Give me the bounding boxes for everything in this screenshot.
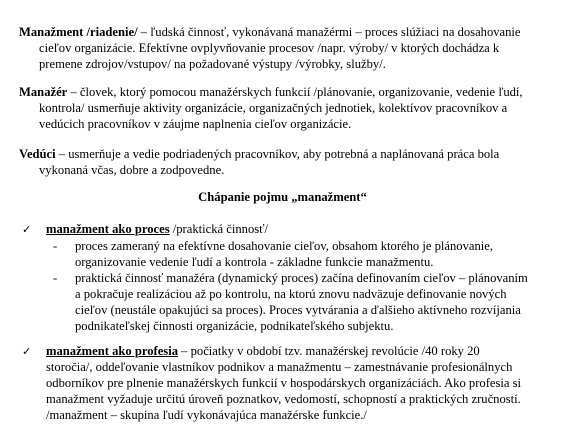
checkmark-icon: ✓ — [22, 345, 32, 358]
dash-bullet: - — [53, 239, 58, 253]
checkmark-icon: ✓ — [22, 223, 32, 236]
definition-leader — [19, 146, 549, 178]
item-process-title: manažment ako proces /praktická činnosť/ — [46, 222, 269, 236]
dash-bullet: - — [53, 271, 58, 285]
term-process: manažment ako proces — [46, 222, 170, 236]
definition-manager-line-1: Manažér – človek, ktorý pomocou manažérskych funkcií /plánovanie, organizovanie, vedenie ľudí, — [19, 85, 523, 99]
term-leader: Vedúci — [19, 147, 56, 161]
definition-management-line-2: cieľov organizácie. Efektívne ovplyvňovanie procesov /napr. výroby/ v ktorých dochádza k — [39, 41, 500, 55]
item-profession: manažment ako profesia – počiatky v období tzv. manažérskej revolúcie /40 roky 20 storočia/, oddeľovanie vlastníkov podnikov a manažmentu – zamestnávanie profesionálnych odborníkov pre plnenie manažérskych funkcií v hospodárskych organizáciách. Ako profesia si manažment vyžaduje určitú úroveň poznatkov, vedomostí, schopností a praktických zručností. /manažment – skupina ľudí vykonávajúca manažérske funkcie./ — [46, 344, 522, 422]
definition-manager-line-2: kontrola/ usmerňuje aktivity organizácie, organizačných jednotiek, kolektívov pracovníkov a — [39, 101, 508, 115]
definition-management — [19, 24, 549, 72]
definition-leader-line-2: vykonaná včas, dobre a zodpovedne. — [39, 163, 225, 177]
definition-manager — [19, 84, 549, 132]
term-profession: manažment ako profesia — [46, 344, 178, 358]
definition-management-line-3: premene zdrojov/vstupov/ na požadované výstupy /výrobky, služby/. — [39, 57, 386, 71]
term-management: Manažment /riadenie/ — [19, 25, 138, 39]
item-process-subpoint-2: - praktická činnosť manažéra (dynamický proces) začína definovaním cieľov – plánovaním a pokračuje realizáciou až po kontrolu, na ktorú znovu nadväzuje definovanie nových cieľov (neustále opakujúci sa proces). Proces vytvárania a ďalšieho aktívneho rozvíjania podnikateľskej činnosti organizácie, podnikateľského subjektu. — [53, 271, 528, 333]
definition-leader-line-1: Vedúci – usmerňuje a vedie podriadených pracovníkov, aby potrebná a naplánovaná práca bola — [19, 147, 500, 161]
term-manager: Manažér — [19, 85, 68, 99]
definition-management-line-1: Manažment /riadenie/ – ľudská činnosť, vykonávaná manažérmi – proces slúžiaci na dosahovanie — [19, 25, 521, 39]
item-process-subpoint-1: - proces zameraný na efektívne dosahovanie cieľov, obsahom ktorého je plánovanie, organizovanie vedenie ľudí a kontrola - základne funkcie manažmentu. — [53, 239, 493, 269]
section-heading: Chápanie pojmu „manažment“ — [198, 190, 367, 204]
definition-manager-line-3: vedúcich pracovníkov v záujme naplnenia cieľov organizácie. — [39, 117, 352, 131]
